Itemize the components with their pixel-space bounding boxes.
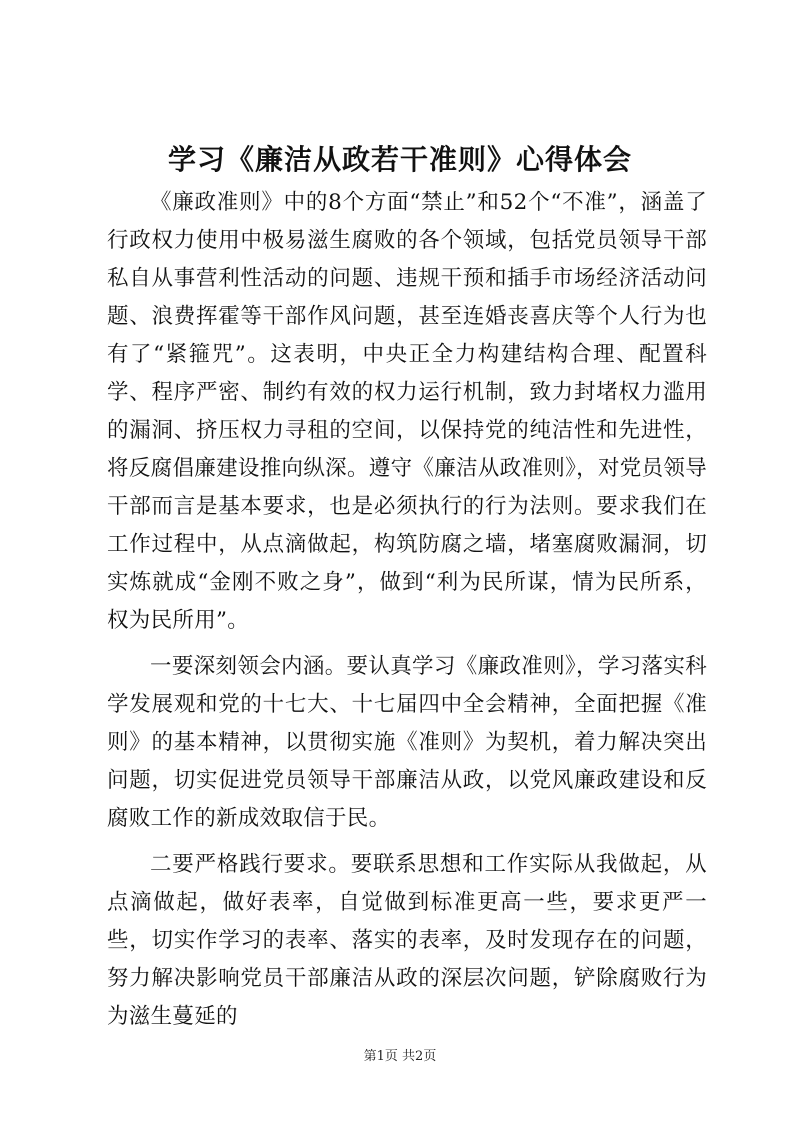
document-title: 学习《廉洁从政若干准则》心得体会 [167, 143, 632, 176]
paragraph-1: 《廉政准则》中的8个方面“禁止”和52个“不准”，涵盖了行政权力使用中极易滋生腐败的各个领域，包括党员领导干部私自从事营利性活动的问题、违规干预和插手市场经济活动问题、浪费挥霍等干部作风问题，甚至连婚丧喜庆等个人行为也有了“紧箍咒”。这表明，中央正全力构建结构合理、配置科学、程序严密、制约有效的权力运行机制，致力封堵权力滥用的漏洞、挤压权力寻租的空间，以保持党的纯洁性和先进性，将反腐倡廉建设推向纵深。遵守《廉洁从政准则》，对党员领导干部而言是基本要求，也是必须执行的行为法则。要求我们在工作过程中，从点滴做起，构筑防腐之墙，堵塞腐败漏洞，切实炼就成“金刚不败之身”，做到“利为民所谋，情为民所系，权为民所用”。 [107, 190, 707, 633]
paragraph-2: 一要深刻领会内涵。要认真学习《廉政准则》，学习落实科学发展观和党的十七大、十七届四中全会精神，全面把握《准则》的基本精神，以贯彻实施《准则》为契机，着力解决突出问题，切实促进党员领导干部廉洁从政，以党风廉政建设和反腐败工作的新成效取信于民。 [107, 654, 707, 831]
page-number-footer: 第1页 共2页 [363, 1049, 437, 1064]
document-body [107, 184, 707, 1044]
paragraph-3: 二要严格践行要求。要联系思想和工作实际从我做起，从点滴做起，做好表率，自觉做到标准更高一些，要求更严一些，切实作学习的表率、落实的表率，及时发现存在的问题，努力解决影响党员干部廉洁从政的深层次问题，铲除腐败行为为滋生蔓延的 [107, 852, 707, 1029]
